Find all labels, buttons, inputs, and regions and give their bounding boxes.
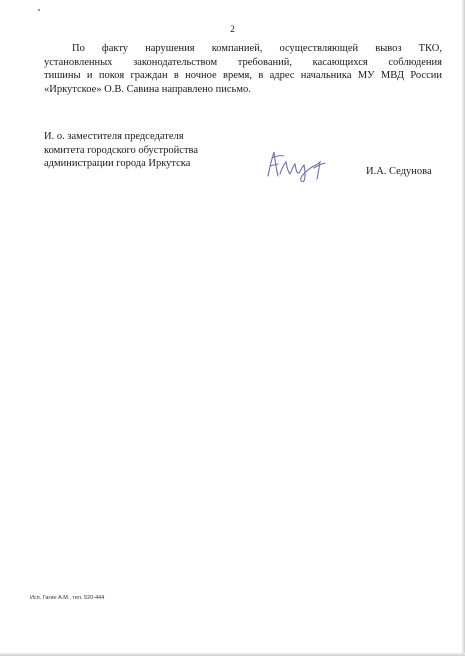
body-line: «Иркутское» О.В. Савина направлено письмо.: [44, 83, 251, 95]
body-paragraph: [44, 42, 442, 96]
body-line: По факту нарушения компанией, осуществляющей вывоз ТКО,: [72, 43, 442, 54]
page-number: 2: [230, 25, 235, 35]
signer-title-line: комитета городского обустройства: [44, 144, 199, 156]
signer-title-block: [44, 130, 198, 171]
signer-name: И.А. Седунова: [366, 166, 432, 177]
signer-title-line: И. о. заместителя председателя: [44, 131, 184, 142]
signer-title-line: администрации города Иркутска: [44, 158, 191, 169]
body-line: тишины и покоя граждан в ночное время, в адрес начальника МУ МВД России: [44, 70, 442, 81]
executor-note: Исп. Гагин А.М., тел. 520-444: [30, 595, 105, 601]
handwritten-signature: [262, 146, 332, 184]
scan-mark: [38, 9, 40, 11]
body-line: установленных законодательством требований, касающихся соблюдения: [44, 56, 442, 68]
